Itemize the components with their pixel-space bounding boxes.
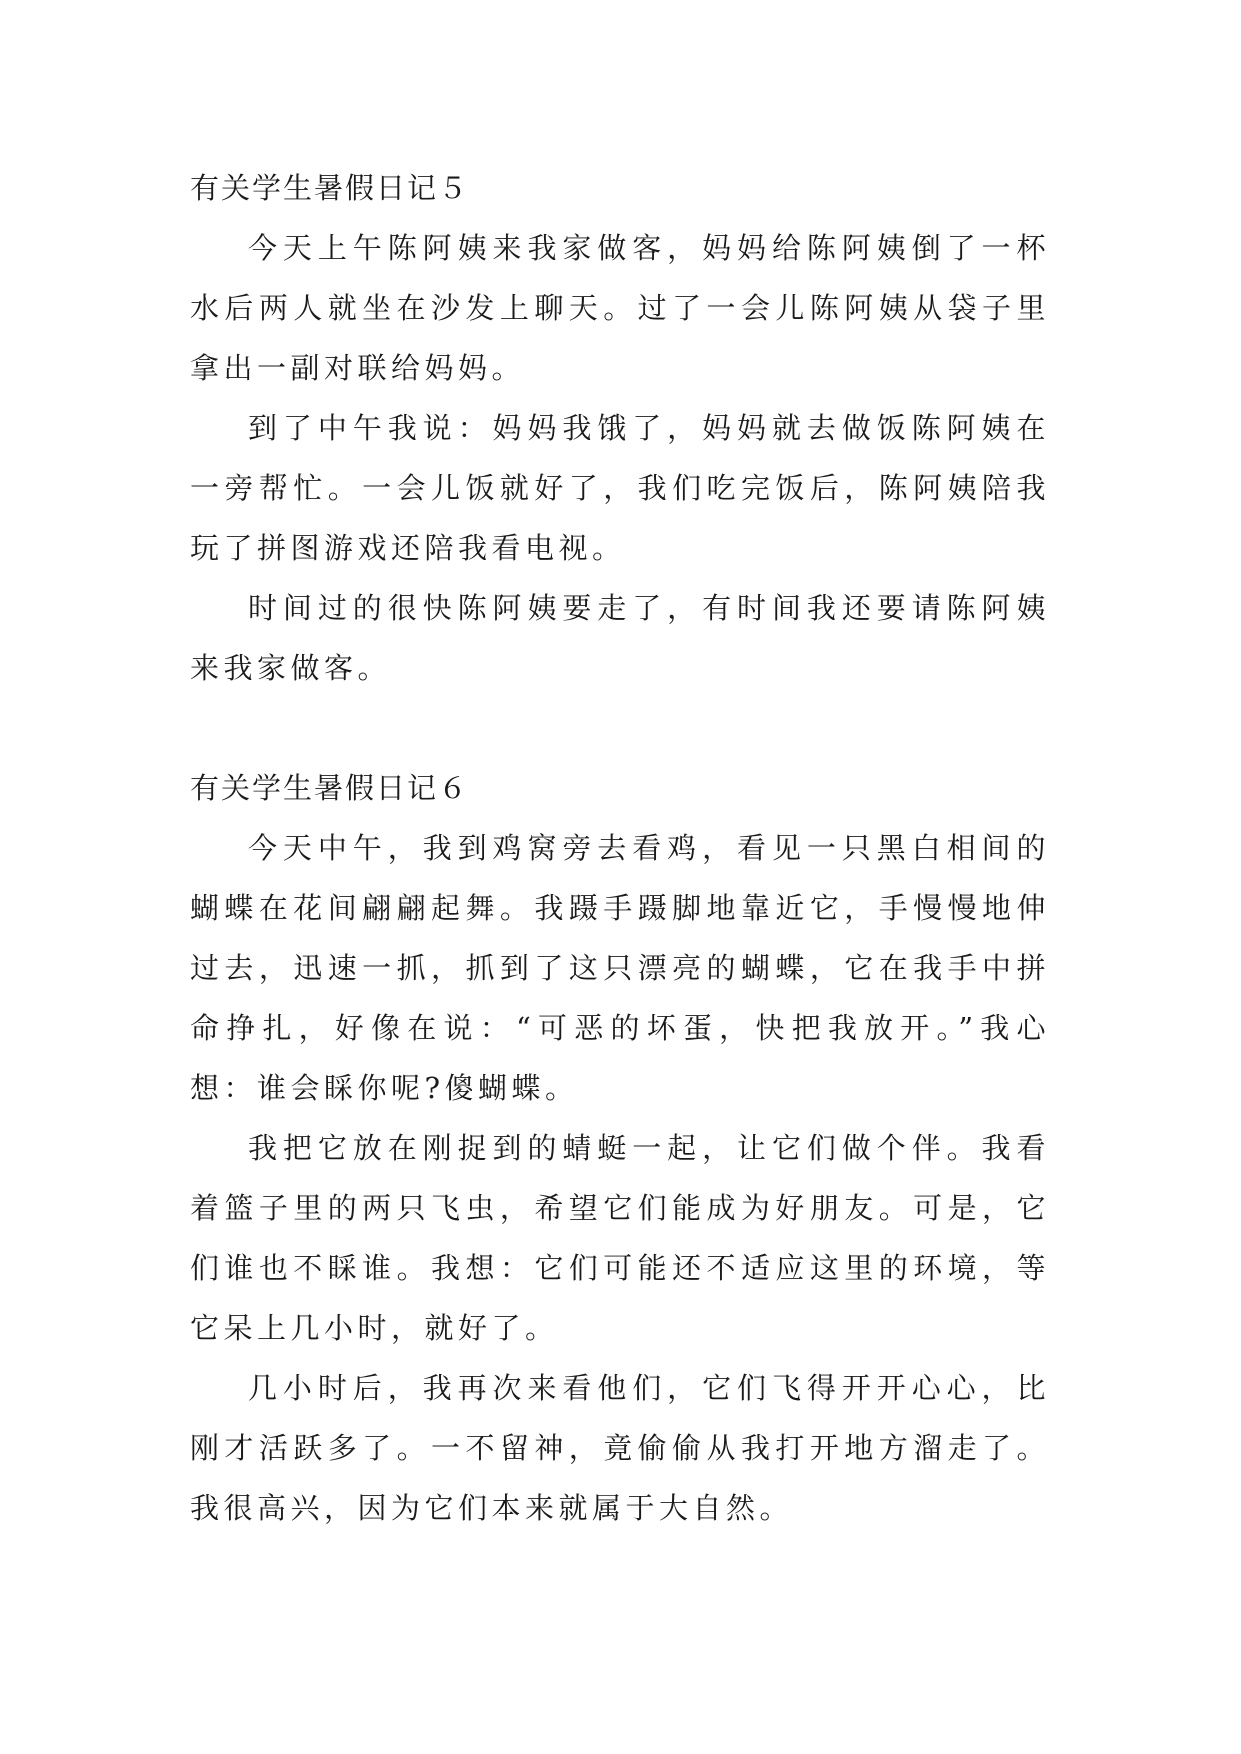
paragraph: 今天上午陈阿姨来我家做客，妈妈给陈阿姨倒了一杯水后两人就坐在沙发上聊天。过了一会儿陈阿姨从袋子里拿出一副对联给妈妈。 (190, 231, 1050, 385)
paragraph: 今天中午，我到鸡窝旁去看鸡，看见一只黑白相间的蝴蝶在花间翩翩起舞。我蹑手蹑脚地靠近它，手慢慢地伸过去，迅速一抓，抓到了这只漂亮的蝴蝶，它在我手中拼命挣扎，好像在说：“可恶的坏蛋，快把我放开。”我心想：谁会睬你呢?傻蝴蝶。 (190, 831, 1050, 1105)
paragraph: 到了中午我说：妈妈我饿了，妈妈就去做饭陈阿姨在一旁帮忙。一会儿饭就好了，我们吃完饭后，陈阿姨陪我玩了拼图游戏还陪我看电视。 (190, 411, 1050, 565)
paragraph: 我把它放在刚捉到的蜻蜓一起，让它们做个伴。我看着篮子里的两只飞虫，希望它们能成为好朋友。可是，它们谁也不睬谁。我想：它们可能还不适应这里的环境，等它呆上几小时，就好了。 (190, 1131, 1050, 1345)
diary-entry-5 (190, 158, 1050, 698)
entry-separator (190, 698, 1050, 758)
entry-title: 有关学生暑假日记６ (190, 771, 470, 805)
paragraph: 几小时后，我再次来看他们，它们飞得开开心心，比刚才活跃多了。一不留神，竟偷偷从我打开地方溜走了。我很高兴，因为它们本来就属于大自然。 (190, 1371, 1050, 1525)
document-body (190, 158, 1050, 1538)
diary-entry-6 (190, 758, 1050, 1538)
entry-title: 有关学生暑假日记５ (190, 171, 470, 205)
paragraph: 时间过的很快陈阿姨要走了，有时间我还要请陈阿姨来我家做客。 (190, 591, 1050, 685)
